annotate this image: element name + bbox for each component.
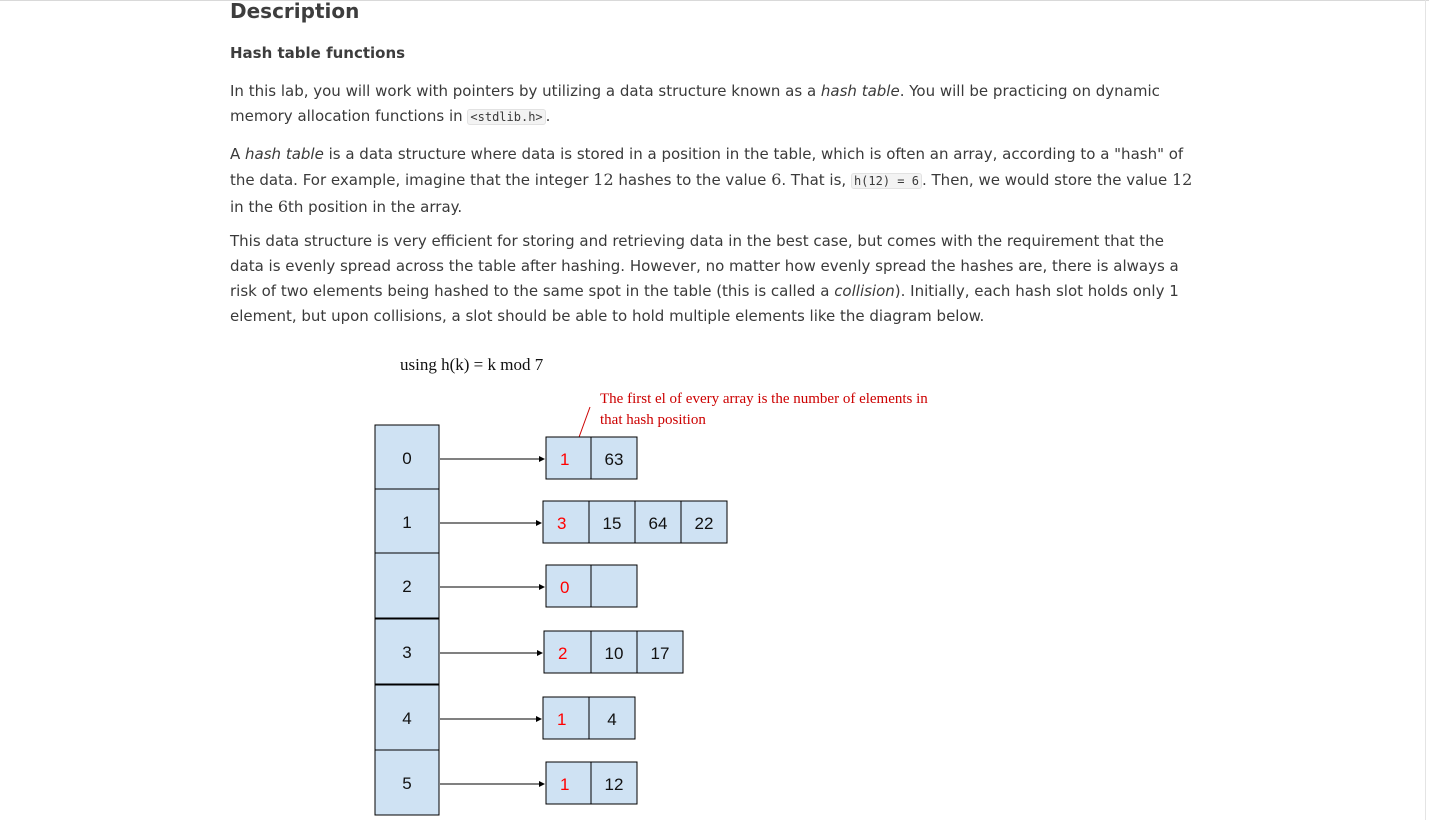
emphasis: collision (834, 282, 895, 300)
inline-code: <stdlib.h> (467, 109, 545, 125)
element-value: 64 (648, 514, 668, 533)
count-value: 1 (560, 450, 570, 469)
count-cell (544, 631, 591, 673)
count-value: 1 (560, 775, 570, 794)
value-cell (591, 565, 637, 607)
slot-index: 1 (402, 513, 412, 532)
inline-code: h(12) = 6 (851, 173, 922, 189)
text: A (230, 145, 246, 163)
math-value: 12 (1171, 170, 1193, 189)
text: th position in the array. (288, 198, 463, 216)
section-heading: Hash table functions (230, 44, 406, 62)
text: is a data structure where data is stored in a position in the table, which is often an array, according to a "hash" of the data. For example, imagine that the integer (230, 145, 1184, 189)
formula-label: using h(k) = k mod 7 (400, 355, 544, 374)
annotation-line-1: The first el of every array is the number of elements in (600, 391, 928, 407)
count-value: 2 (558, 644, 568, 663)
emphasis: hash table (245, 145, 324, 163)
math-value: 6 (771, 170, 782, 189)
element-value: 10 (604, 644, 624, 663)
element-value: 4 (607, 710, 617, 729)
text: . (545, 107, 551, 125)
text: In this lab, you will work with pointers by utilizing a data structure known as a (230, 82, 821, 100)
emphasis: hash table (820, 82, 900, 100)
count-value: 1 (557, 710, 567, 729)
slot-index: 4 (402, 709, 412, 728)
slot-index: 5 (402, 774, 412, 793)
element-value: 63 (604, 450, 624, 469)
text: . That is, (781, 171, 851, 189)
math-value: 6 (277, 197, 289, 216)
element-value: 12 (604, 775, 624, 794)
text: This data structure is very efficient for storing and retrieving data in the best case, but comes with the requirement that the data is evenly spread across the table after hashing. However, no matter how evenly spread the hashes are, there is always a risk of two elements being hashed to the same spot in the table (this is called a (230, 232, 1179, 300)
element-value: 17 (650, 644, 670, 663)
text: . You will be practicing on dynamic memory allocation functions in (230, 82, 1160, 125)
slot-index: 3 (402, 643, 412, 662)
element-value: 15 (602, 514, 622, 533)
text: ). Initially, each hash slot holds only 1 element, but upon collisions, a slot should be able to hold multiple elements like the diagram below. (230, 282, 1179, 325)
count-value: 0 (560, 578, 570, 597)
page-heading: Description (230, 0, 360, 23)
slot-index: 0 (402, 449, 412, 468)
annotation-line-2: that hash position (600, 412, 706, 428)
slot-index: 2 (402, 577, 412, 596)
count-value: 3 (557, 514, 567, 533)
text: in the (230, 198, 278, 216)
text: . Then, we would store the value (921, 171, 1172, 189)
math-value: 12 (593, 170, 614, 189)
element-value: 22 (694, 514, 714, 533)
text: hashes to the value (613, 171, 772, 189)
